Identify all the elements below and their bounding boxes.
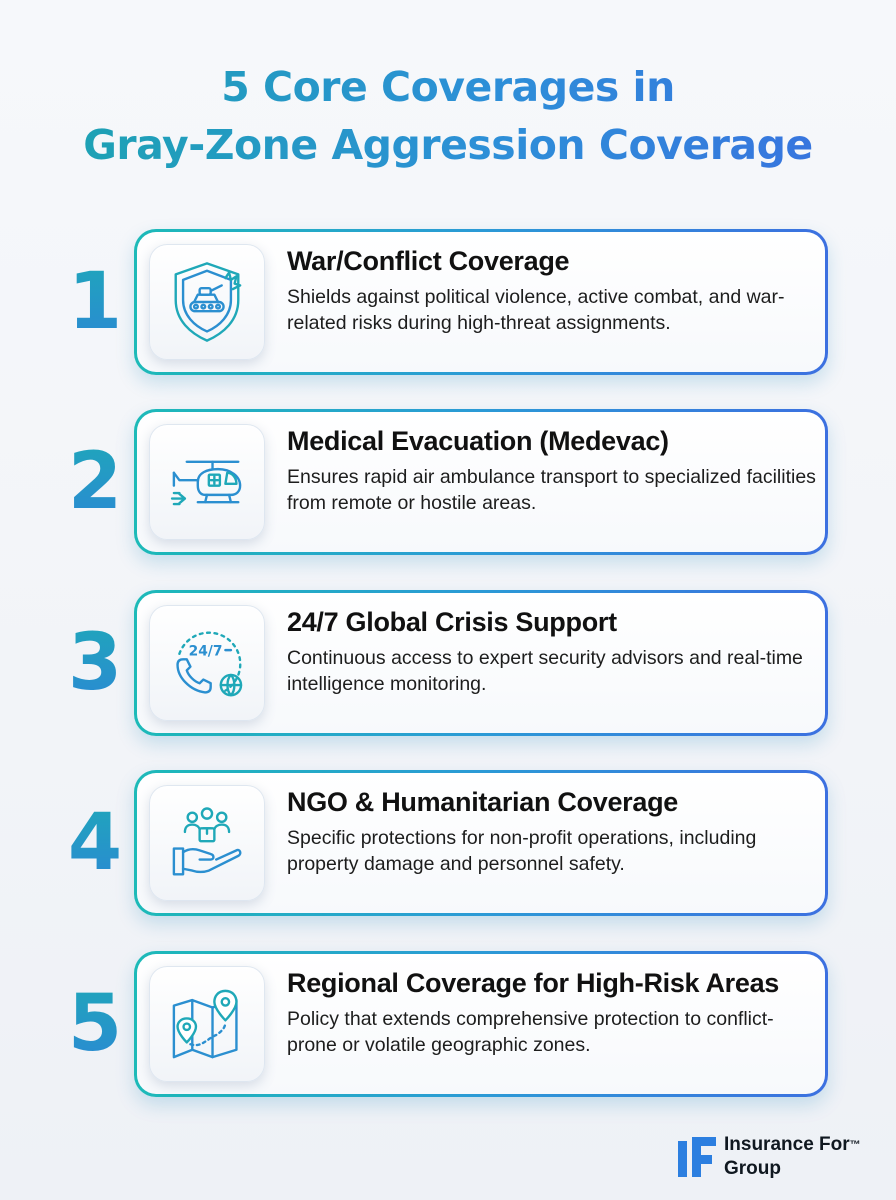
coverage-description: Shields against political violence, active combat, and war-related risks during high-threat assignments. [287, 286, 785, 334]
coverage-description: Ensures rapid air ambulance transport to specialized facilities from remote or hostile areas. [287, 466, 816, 514]
coverage-item-4 [0, 770, 896, 916]
shield-tank-icon [149, 244, 265, 360]
coverage-item-2 [0, 409, 896, 555]
coverage-title: War/Conflict Coverage [287, 246, 570, 276]
medical-helicopter-icon [149, 424, 265, 540]
coverage-title: Regional Coverage for High-Risk Areas [287, 968, 780, 998]
brand-name-line-1: Insurance For [724, 1134, 850, 1155]
coverage-card [134, 590, 828, 736]
coverage-description: Policy that extends comprehensive protection to conflict-prone or volatile geographic zones. [287, 1008, 774, 1056]
item-number: 3 [60, 590, 130, 736]
coverage-title: NGO & Humanitarian Coverage [287, 787, 678, 817]
title-line-2: Gray-Zone Aggression Coverage [0, 116, 896, 174]
trademark-symbol: ™ [849, 1139, 861, 1151]
coverage-card [134, 770, 828, 916]
coverage-card [134, 951, 828, 1097]
brand-logo [676, 1133, 876, 1183]
coverage-item-5 [0, 951, 896, 1097]
coverage-card [134, 229, 828, 375]
coverage-description: Continuous access to expert security advisors and real-time intelligence monitoring. [287, 647, 803, 695]
item-number: 4 [60, 770, 130, 916]
coverage-title: 24/7 Global Crisis Support [287, 607, 617, 637]
phone-24-7-globe-icon [149, 605, 265, 721]
brand-mark-icon [676, 1135, 718, 1179]
item-number: 1 [60, 229, 130, 375]
title-line-1: 5 Core Coverages in [0, 58, 896, 116]
coverage-card [134, 409, 828, 555]
coverage-title: Medical Evacuation (Medevac) [287, 426, 669, 456]
brand-name-line-2: Group [724, 1158, 781, 1179]
coverage-description: Specific protections for non-profit operations, including property damage and personnel safety. [287, 827, 757, 875]
coverage-item-1 [0, 229, 896, 375]
item-number: 5 [60, 951, 130, 1097]
page-title [0, 58, 896, 174]
map-pins-icon [149, 966, 265, 1082]
hand-people-aid-icon [149, 785, 265, 901]
item-number: 2 [60, 409, 130, 555]
icon-24-7-text: 24/7 [188, 643, 223, 660]
coverage-item-3 [0, 590, 896, 736]
